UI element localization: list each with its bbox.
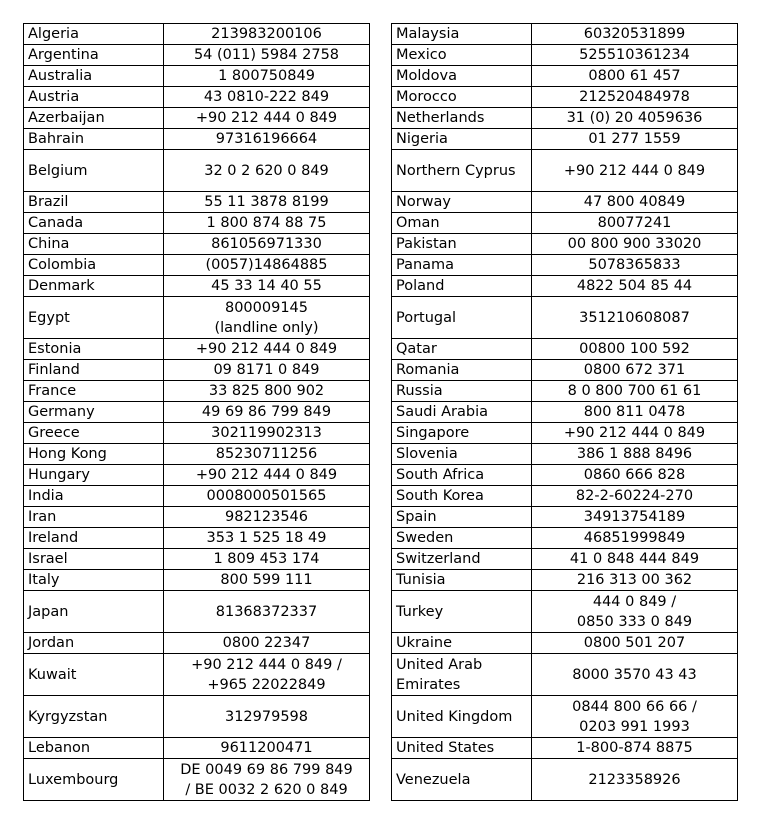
phone-number-cell: 216 313 00 362 (532, 570, 738, 591)
phone-number-cell: 00 800 900 33020 (532, 234, 738, 255)
country-cell: Slovenia (392, 444, 532, 465)
phone-number-cell: 43 0810-222 849 (164, 87, 370, 108)
phone-number-cell: 82-2-60224-270 (532, 486, 738, 507)
country-cell: India (24, 486, 164, 507)
phone-number-cell: 213983200106 (164, 24, 370, 45)
table-row (392, 150, 738, 192)
phone-number-cell: 0800 501 207 (532, 633, 738, 654)
country-cell: Netherlands (392, 108, 532, 129)
table-row (392, 549, 738, 570)
phone-number-cell: 0800 61 457 (532, 66, 738, 87)
table-row (24, 549, 370, 570)
table-row (392, 360, 738, 381)
table-row (392, 276, 738, 297)
table-row (24, 150, 370, 192)
phone-number-cell: +90 212 444 0 849 (164, 339, 370, 360)
table-row (24, 192, 370, 213)
table-row (24, 633, 370, 654)
phone-number-cell: 85230711256 (164, 444, 370, 465)
phone-number-cell: 982123546 (164, 507, 370, 528)
phone-number-cell: +90 212 444 0 849 (164, 465, 370, 486)
country-line: United Arab (396, 656, 483, 673)
country-cell: Portugal (392, 297, 532, 339)
phone-number-cell: 80077241 (532, 213, 738, 234)
table-row (392, 570, 738, 591)
phone-number-cell: 1 809 453 174 (164, 549, 370, 570)
table-row (24, 213, 370, 234)
phone-number-cell: 351210608087 (532, 297, 738, 339)
phone-number-cell: 34913754189 (532, 507, 738, 528)
phone-number-line: 0844 800 66 66 / (572, 698, 697, 715)
phone-number-cell (532, 696, 738, 738)
phone-number-cell: 55 11 3878 8199 (164, 192, 370, 213)
phone-number-cell: 212520484978 (532, 87, 738, 108)
table-row (392, 66, 738, 87)
country-cell: Panama (392, 255, 532, 276)
phone-number-cell: 0800 22347 (164, 633, 370, 654)
country-cell: Spain (392, 507, 532, 528)
phone-number-cell (532, 591, 738, 633)
country-cell: South Africa (392, 465, 532, 486)
phone-number-line: 0203 991 1993 (579, 718, 690, 735)
country-cell (392, 654, 532, 696)
country-cell: Hungary (24, 465, 164, 486)
phone-number-cell: 0860 666 828 (532, 465, 738, 486)
country-cell: Colombia (24, 255, 164, 276)
country-cell: Greece (24, 423, 164, 444)
country-cell: China (24, 234, 164, 255)
phone-number-cell: 386 1 888 8496 (532, 444, 738, 465)
table-row (392, 24, 738, 45)
phone-number-cell: 60320531899 (532, 24, 738, 45)
country-line: Emirates (396, 676, 461, 693)
phone-number-line: +965 22022849 (207, 676, 326, 693)
table-row (392, 633, 738, 654)
table-row (24, 423, 370, 444)
phone-number-cell: 97316196664 (164, 129, 370, 150)
table-row (392, 465, 738, 486)
phone-number-cell (164, 297, 370, 339)
phone-number-cell: 81368372337 (164, 591, 370, 633)
country-cell: Luxembourg (24, 759, 164, 801)
table-row (392, 339, 738, 360)
table-row (392, 45, 738, 66)
country-cell: Argentina (24, 45, 164, 66)
table-row (24, 738, 370, 759)
phone-number-cell: 1-800-874 8875 (532, 738, 738, 759)
table-row (24, 255, 370, 276)
phone-number-cell: 54 (011) 5984 2758 (164, 45, 370, 66)
table-row (392, 759, 738, 801)
phone-number-cell: 31 (0) 20 4059636 (532, 108, 738, 129)
table-row (392, 738, 738, 759)
country-cell: Jordan (24, 633, 164, 654)
phone-number-cell: 2123358926 (532, 759, 738, 801)
phone-number-cell: 00800 100 592 (532, 339, 738, 360)
country-cell: Northern Cyprus (392, 150, 532, 192)
country-cell: Malaysia (392, 24, 532, 45)
country-cell: Romania (392, 360, 532, 381)
table-row (392, 297, 738, 339)
country-cell: Estonia (24, 339, 164, 360)
country-cell: Kyrgyzstan (24, 696, 164, 738)
phone-number-cell: 01 277 1559 (532, 129, 738, 150)
phone-number-line: 444 0 849 / (592, 593, 677, 610)
country-cell: Lebanon (24, 738, 164, 759)
right-contact-table (391, 23, 738, 801)
country-cell: Ukraine (392, 633, 532, 654)
phone-number-cell: 1 800 874 88 75 (164, 213, 370, 234)
table-row (24, 360, 370, 381)
phone-number-cell: 8 0 800 700 61 61 (532, 381, 738, 402)
table-row (392, 234, 738, 255)
country-cell: Norway (392, 192, 532, 213)
phone-number-cell: +90 212 444 0 849 (532, 423, 738, 444)
table-row (24, 759, 370, 801)
table-row (392, 255, 738, 276)
phone-number-line: 800009145 (224, 299, 309, 316)
left-contact-table (23, 23, 370, 801)
country-cell: Belgium (24, 150, 164, 192)
phone-number-cell: 800 811 0478 (532, 402, 738, 423)
table-row (24, 297, 370, 339)
table-row (24, 444, 370, 465)
table-row (392, 696, 738, 738)
country-cell: Oman (392, 213, 532, 234)
table-row (392, 381, 738, 402)
phone-number-cell: 46851999849 (532, 528, 738, 549)
table-row (24, 591, 370, 633)
table-row (392, 486, 738, 507)
table-row (24, 465, 370, 486)
country-cell: Moldova (392, 66, 532, 87)
table-row (392, 591, 738, 633)
country-cell: Qatar (392, 339, 532, 360)
country-cell: Turkey (392, 591, 532, 633)
country-cell: Bahrain (24, 129, 164, 150)
table-row (24, 66, 370, 87)
country-cell: Azerbaijan (24, 108, 164, 129)
phone-number-cell: 33 825 800 902 (164, 381, 370, 402)
table-row (24, 402, 370, 423)
table-row (392, 402, 738, 423)
country-cell: Algeria (24, 24, 164, 45)
country-cell: Kuwait (24, 654, 164, 696)
table-row (24, 24, 370, 45)
country-cell: Hong Kong (24, 444, 164, 465)
country-cell: Denmark (24, 276, 164, 297)
country-cell: Venezuela (392, 759, 532, 801)
country-cell: Israel (24, 549, 164, 570)
country-cell: Singapore (392, 423, 532, 444)
country-cell: United Kingdom (392, 696, 532, 738)
country-cell: Austria (24, 87, 164, 108)
country-cell: Germany (24, 402, 164, 423)
table-row (392, 528, 738, 549)
table-row (24, 528, 370, 549)
table-row (392, 129, 738, 150)
country-cell: Sweden (392, 528, 532, 549)
table-row (392, 654, 738, 696)
phone-number-line: (landline only) (214, 319, 319, 336)
phone-number-cell: 1 800750849 (164, 66, 370, 87)
phone-number-cell (164, 654, 370, 696)
table-row (24, 45, 370, 66)
phone-number-cell: 0008000501565 (164, 486, 370, 507)
country-cell: Morocco (392, 87, 532, 108)
phone-number-cell: 41 0 848 444 849 (532, 549, 738, 570)
table-row (24, 507, 370, 528)
table-row (24, 129, 370, 150)
country-cell: Japan (24, 591, 164, 633)
country-cell: Russia (392, 381, 532, 402)
table-row (24, 486, 370, 507)
table-row (392, 507, 738, 528)
phone-number-cell: 47 800 40849 (532, 192, 738, 213)
phone-number-cell: 5078365833 (532, 255, 738, 276)
phone-number-cell: 49 69 86 799 849 (164, 402, 370, 423)
phone-number-cell: +90 212 444 0 849 (532, 150, 738, 192)
table-row (24, 381, 370, 402)
phone-number-cell: 32 0 2 620 0 849 (164, 150, 370, 192)
phone-number-cell: 9611200471 (164, 738, 370, 759)
table-row (392, 423, 738, 444)
country-cell: Saudi Arabia (392, 402, 532, 423)
country-cell: Switzerland (392, 549, 532, 570)
country-cell: Italy (24, 570, 164, 591)
phone-number-cell: 302119902313 (164, 423, 370, 444)
country-cell: Egypt (24, 297, 164, 339)
country-cell: Australia (24, 66, 164, 87)
country-cell: United States (392, 738, 532, 759)
phone-number-cell: 861056971330 (164, 234, 370, 255)
phone-number-line: DE 0049 69 86 799 849 (180, 761, 353, 778)
country-cell: Brazil (24, 192, 164, 213)
country-cell: France (24, 381, 164, 402)
table-row (392, 192, 738, 213)
table-row (392, 213, 738, 234)
phone-number-cell (164, 759, 370, 801)
phone-number-cell: 353 1 525 18 49 (164, 528, 370, 549)
country-cell: Canada (24, 213, 164, 234)
phone-number-cell: 45 33 14 40 55 (164, 276, 370, 297)
country-cell: Nigeria (392, 129, 532, 150)
country-cell: Poland (392, 276, 532, 297)
table-row (392, 87, 738, 108)
country-cell: Tunisia (392, 570, 532, 591)
phone-number-cell: +90 212 444 0 849 (164, 108, 370, 129)
country-cell: Finland (24, 360, 164, 381)
phone-number-line: +90 212 444 0 849 / (191, 656, 342, 673)
phone-number-line: 0850 333 0 849 (576, 613, 693, 630)
phone-number-cell: 09 8171 0 849 (164, 360, 370, 381)
table-row (24, 654, 370, 696)
phone-number-cell: (0057)14864885 (164, 255, 370, 276)
country-cell: Mexico (392, 45, 532, 66)
phone-number-cell: 0800 672 371 (532, 360, 738, 381)
country-cell: Pakistan (392, 234, 532, 255)
phone-number-cell: 4822 504 85 44 (532, 276, 738, 297)
phone-number-line: / BE 0032 2 620 0 849 (185, 781, 348, 798)
table-row (24, 276, 370, 297)
phone-number-cell: 8000 3570 43 43 (532, 654, 738, 696)
phone-number-cell: 800 599 111 (164, 570, 370, 591)
table-row (392, 108, 738, 129)
table-row (24, 108, 370, 129)
table-row (24, 339, 370, 360)
country-cell: Iran (24, 507, 164, 528)
phone-number-cell: 525510361234 (532, 45, 738, 66)
table-row (24, 570, 370, 591)
table-row (24, 87, 370, 108)
table-row (24, 696, 370, 738)
table-row (392, 444, 738, 465)
table-row (24, 234, 370, 255)
country-cell: Ireland (24, 528, 164, 549)
phone-number-cell: 312979598 (164, 696, 370, 738)
country-cell: South Korea (392, 486, 532, 507)
